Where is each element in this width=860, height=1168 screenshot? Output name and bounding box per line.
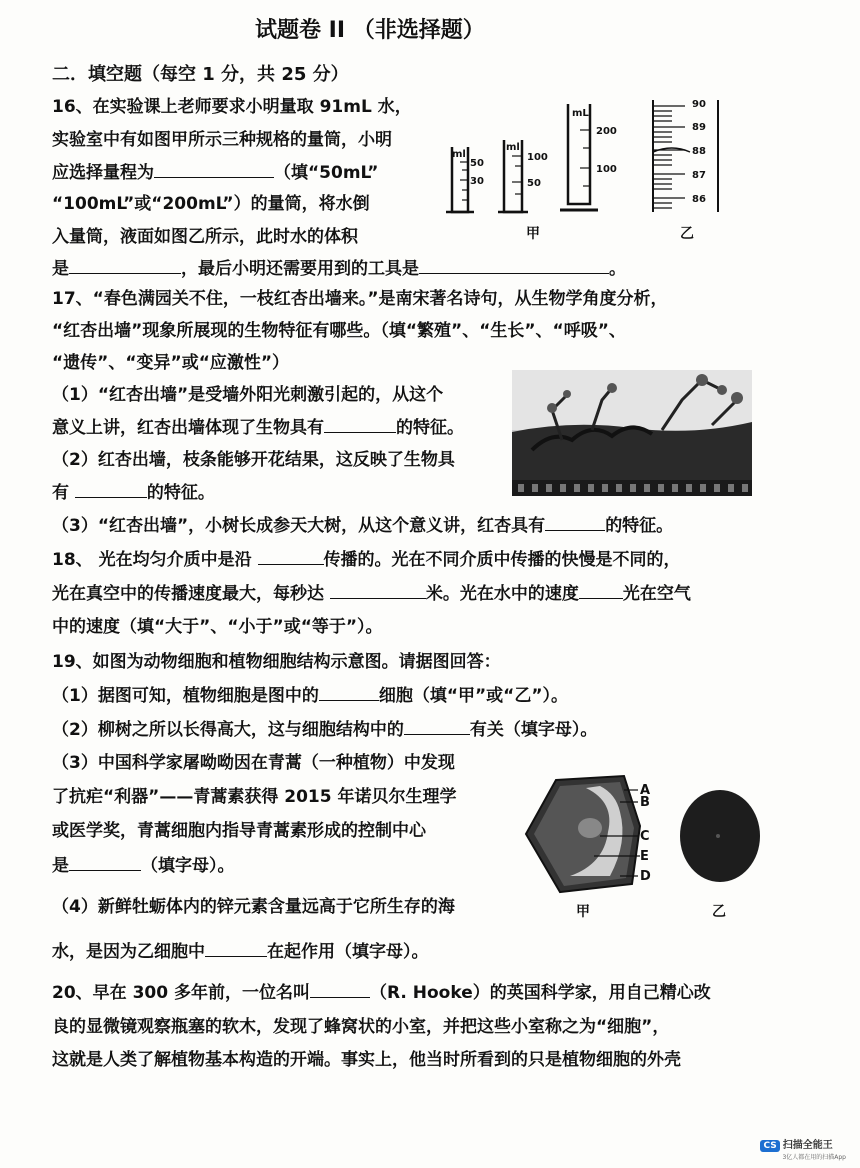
cell-label: E [640,849,649,864]
q17-text: （3）“红杏出墙”，小树长成参天大树，从这个意义讲，红杏具有 [52,516,546,536]
q19-p3b: 了抗疟“利器”——青蒿素获得 2015 年诺贝尔生理学 [52,787,457,807]
q17-text: 的特征。 [146,483,215,503]
figure-label-jia: 甲 [526,226,540,242]
q17-line2: “红杏出墙”现象所展现的生物特征有哪些。（填“繁殖”、“生长”、“呼吸”、 [52,321,626,341]
q17-p1a: （1）“红杏出墙”是受墙外阳光刺激引起的，从这个 [52,385,444,405]
graduated-cylinder-figure [440,92,740,242]
answer-blank[interactable] [319,684,379,701]
q19-line1: 19、如图为动物细胞和植物细胞结构示意图。请据图回答： [52,652,501,672]
cyl1-mark: 50 [470,158,484,169]
q16-text: 是 [52,259,69,279]
cyl3-mark: 200 [596,126,617,137]
cell-label: B [640,795,650,810]
q20-line3: 这就是人类了解植物基本构造的开端。事实上，他当时所看到的只是植物细胞的外壳 [52,1050,681,1070]
q18-line2 [52,582,691,605]
q19-p4a: （4）新鲜牡蛎体内的锌元素含量远高于它所生存的海 [52,897,455,917]
cyl2-unit: ml [506,142,520,153]
cyl1-mark: 30 [470,176,484,187]
answer-blank[interactable] [545,514,605,531]
q16-line6 [52,257,626,280]
cyl2-mark: 100 [527,152,548,163]
answer-blank[interactable] [258,548,324,565]
q19-text: （填字母）。 [141,856,235,876]
q17-p3 [52,514,673,537]
scale-mark: 89 [692,122,706,133]
q19-p3d [52,854,235,877]
cyl2-mark: 50 [527,178,541,189]
q20-text: 20、早在 300 多年前，一位名叫 [52,983,310,1003]
q19-text: 是 [52,856,69,876]
figure-label-yi: 乙 [680,226,694,242]
q19-text: 水，是因为乙细胞中 [52,942,205,962]
q19-text: 有关（填字母）。 [469,720,598,740]
answer-blank[interactable] [404,718,470,735]
q19-p1 [52,684,568,707]
answer-blank[interactable] [579,582,623,599]
q17-line1: 17、“春色满园关不住，一枝红杏出墙来。”是南宋著名诗句，从生物学角度分析， [52,289,668,309]
q16-line4: “100mL”或“200mL”）的量筒，将水倒 [52,194,370,214]
q17-text: 的特征。 [605,516,674,536]
q19-p3a: （3）中国科学家屠呦呦因在青蒿（一种植物）中发现 [52,753,455,773]
cyl3-unit: mL [572,108,589,119]
answer-blank[interactable] [75,481,147,498]
figure-label-yi: 乙 [712,904,726,920]
q17-line3: “遗传”、“变异”或“应激性”） [52,353,290,373]
cyl1-unit: ml [452,149,466,160]
scanner-logo-icon: CS [760,1140,779,1152]
q19-text: （2）柳树之所以长得高大，这与细胞结构中的 [52,720,404,740]
q16-text: ，最后小明还需要用到的工具是 [181,259,419,279]
cell-label: D [640,869,651,884]
q18-line3: 中的速度（填“大于”、“小于”或“等于”）。 [52,617,383,637]
q19-text: 细胞（填“甲”或“乙”）。 [378,686,569,706]
q18-text: 米。光在水中的速度 [425,584,579,604]
q16-line2: 实验室中有如图甲所示三种规格的量筒，小明 [52,130,392,150]
q18-text: 光在真空中的传播速度最大，每秒达 [52,584,330,604]
q17-p2b [52,481,215,504]
cell-label: C [640,829,650,844]
answer-blank[interactable] [69,854,141,871]
page-title: 试题卷 II （非选择题） [255,18,485,43]
answer-blank[interactable] [205,940,267,957]
scale-mark: 87 [692,170,706,181]
q17-p2a: （2）红杏出墙，枝条能够开花结果，这反映了生物具 [52,450,455,470]
q17-text: 的特征。 [396,418,464,438]
scanner-name: 扫描全能王 [782,1140,833,1151]
section-heading: 二．填空题（每空 1 分，共 25 分） [52,64,349,85]
q19-text: （1）据图可知，植物细胞是图中的 [52,686,319,706]
q19-text: 在起作用（填字母）。 [267,942,429,962]
q18-text: 传播的。光在不同介质中传播的快慢是不同的， [323,550,681,570]
answer-blank[interactable] [330,582,426,599]
cell-label: A [640,783,651,798]
q16-line5: 入量筒，液面如图乙所示，此时水的体积 [52,227,358,247]
q16-text: （填“50mL” [274,163,379,183]
scale-mark: 88 [692,146,706,157]
q18-line1 [52,548,681,571]
q18-text: 光在空气 [622,584,691,604]
q16-line1: 16、在实验课上老师要求小明量取 91mL 水， [52,97,412,117]
answer-blank[interactable] [310,981,370,998]
scanner-tagline: 3亿人都在用的扫描App [782,1154,846,1161]
cell-structure-figure [520,772,770,922]
scanner-watermark [760,1136,846,1161]
answer-blank[interactable] [324,416,396,433]
q17-text: 意义上讲，红杏出墙体现了生物具有 [52,418,324,438]
figure-label-jia: 甲 [576,904,590,920]
q16-text: 。 [609,259,626,279]
q18-text: 18、 光在均匀介质中是沿 [52,550,258,570]
q20-text: （R. Hooke）的英国科学家，用自己精心改 [369,983,711,1003]
q20-line2: 良的显微镜观察瓶塞的软木，发现了蜂窝状的小室，并把这些小室称之为“细胞”， [52,1017,670,1037]
answer-blank[interactable] [69,257,181,274]
answer-blank[interactable] [419,257,609,274]
q17-text: 有 [52,483,75,503]
q19-p3c: 或医学奖，青蒿细胞内指导青蒿素形成的控制中心 [52,821,426,841]
q19-p4b [52,940,429,963]
q16-line3 [52,161,378,184]
scale-mark: 90 [692,99,706,110]
q19-p2 [52,718,597,741]
q16-text: 应选择量程为 [52,163,154,183]
q17-p1b [52,416,464,439]
cyl3-mark: 100 [596,164,617,175]
q20-line1 [52,981,711,1004]
scale-mark: 86 [692,194,706,205]
answer-blank[interactable] [154,161,274,178]
apricot-wall-photo [512,370,752,496]
